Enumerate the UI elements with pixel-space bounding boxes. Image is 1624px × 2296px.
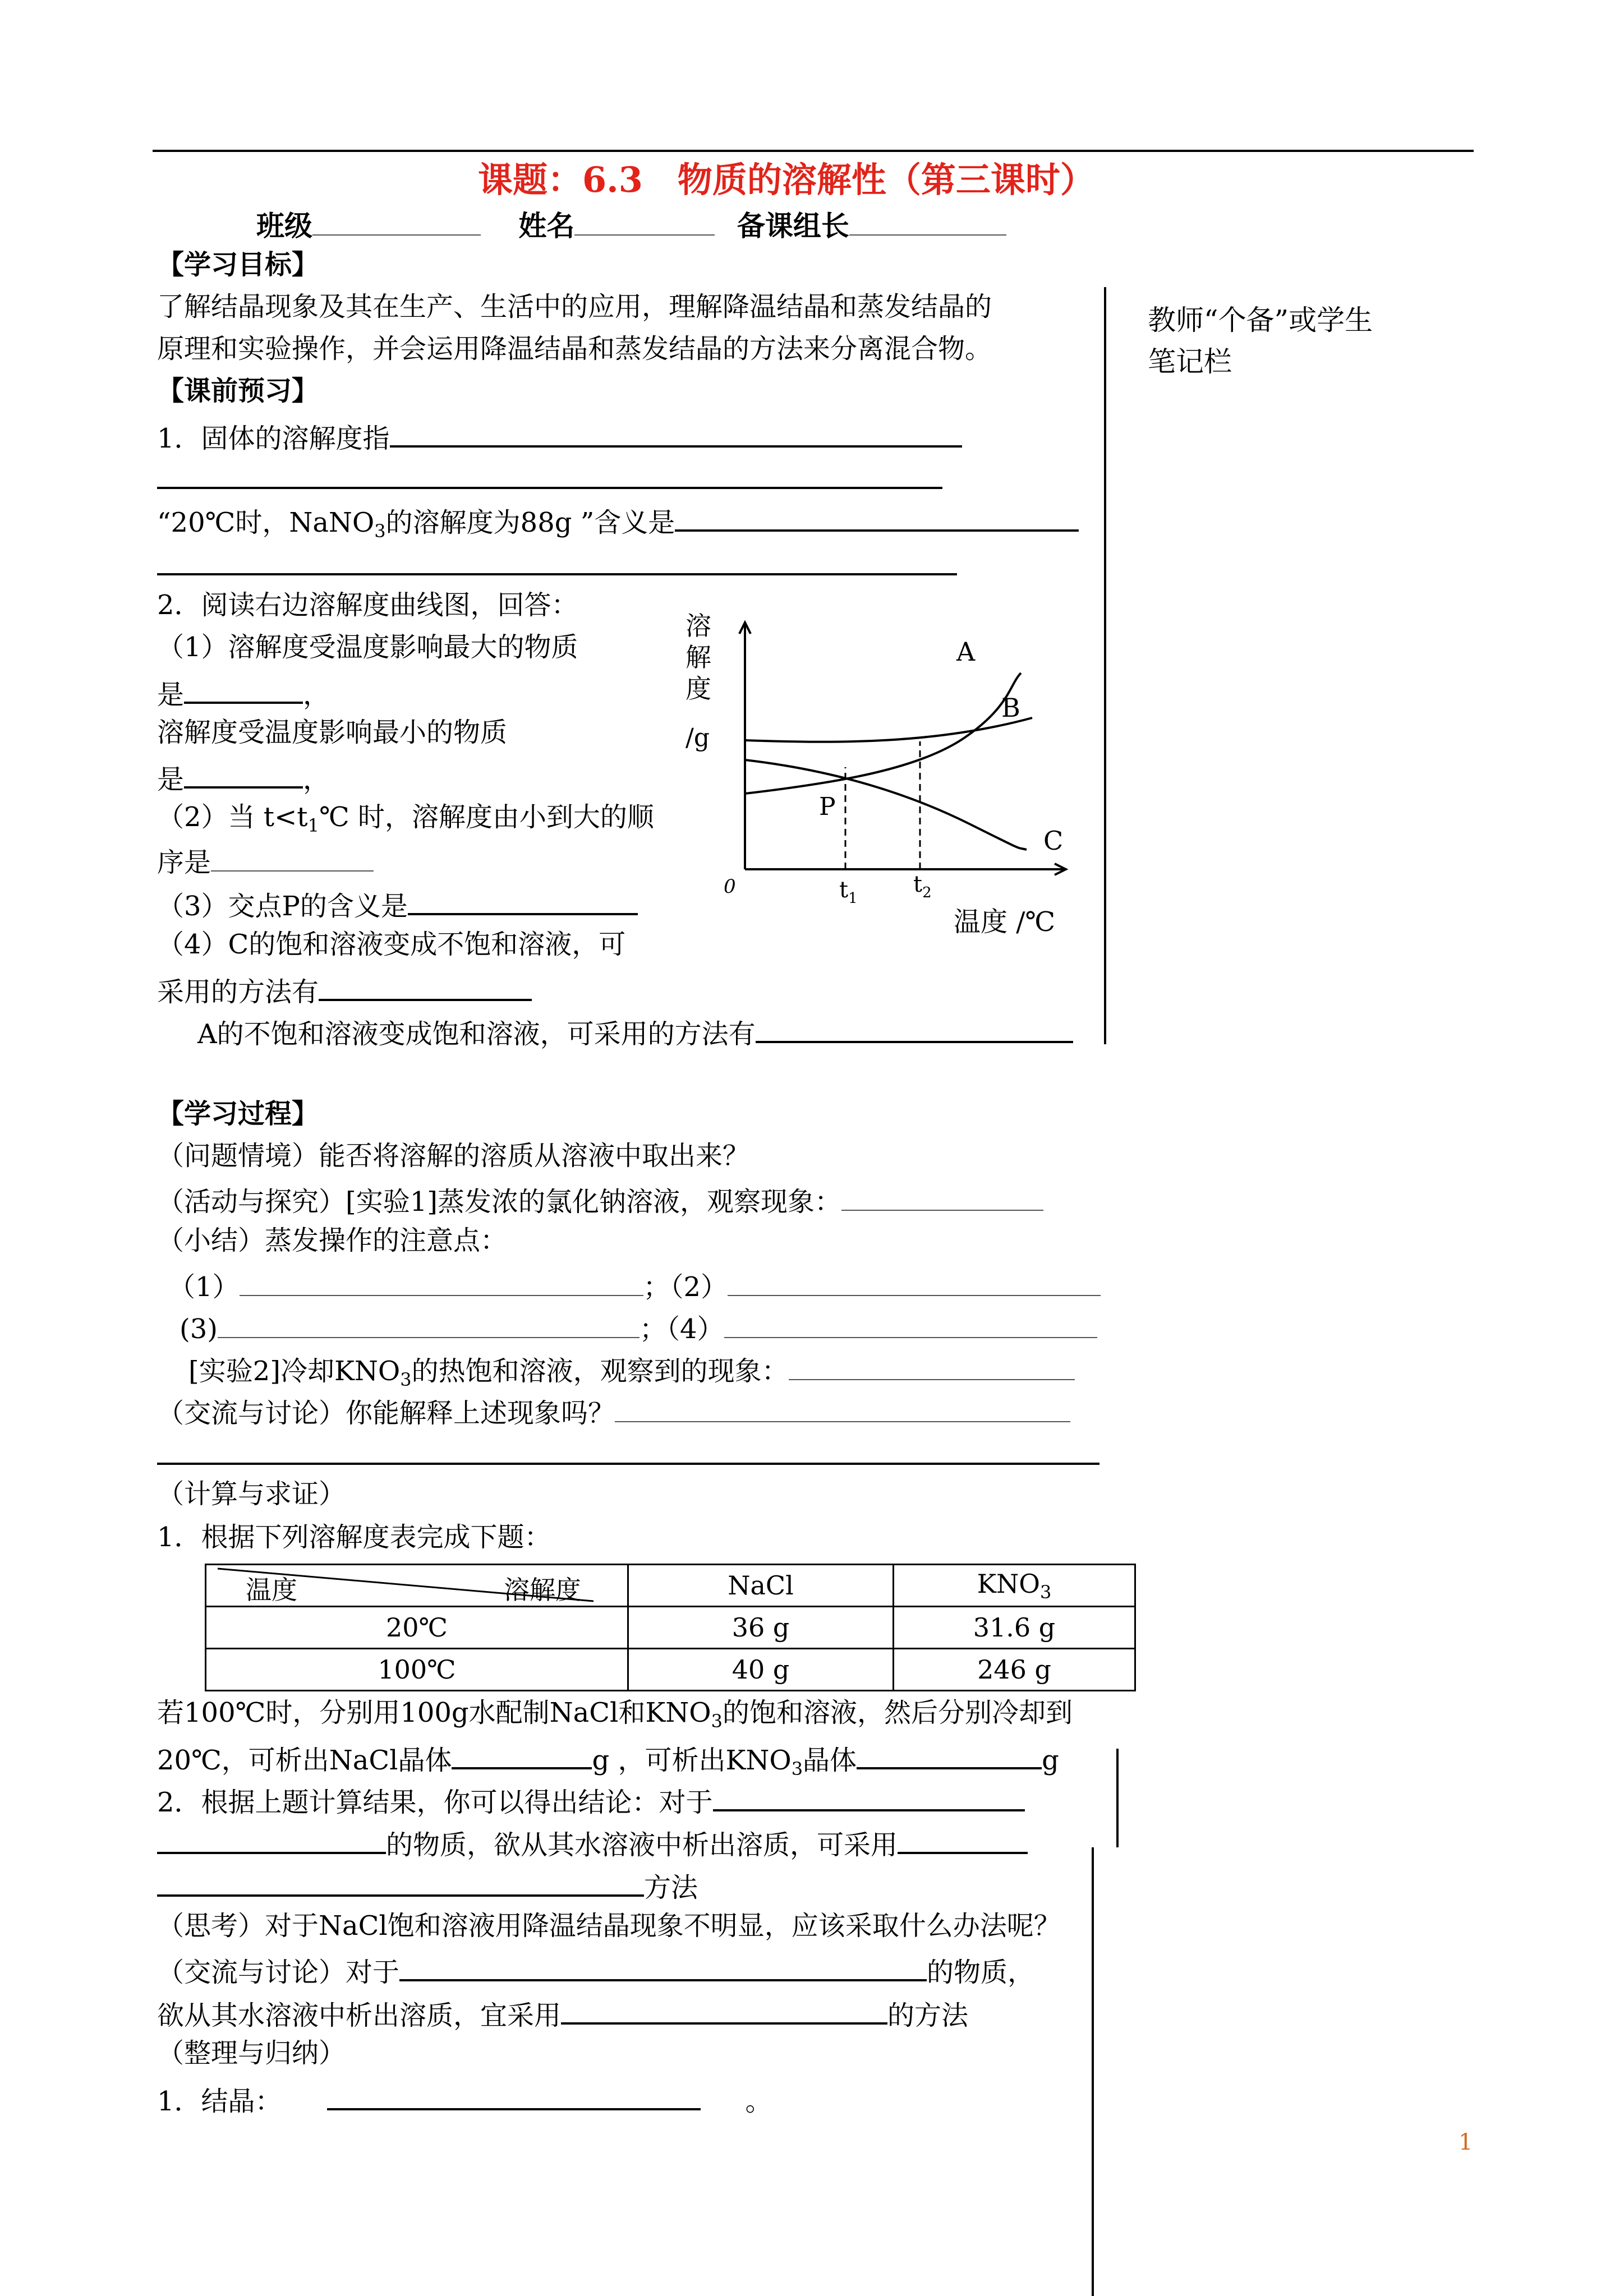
sidebar-divider bbox=[1104, 287, 1106, 1044]
preview-q2-2a: （2）当 $t<t_1℃$ 时，溶解度由小到大的顺 bbox=[157, 801, 654, 836]
solubility-table bbox=[205, 1564, 1136, 1691]
class-label: 班级 bbox=[256, 209, 312, 242]
cell-kno3: 246 g bbox=[894, 1649, 1135, 1691]
t1-label: $t_1$ bbox=[839, 877, 858, 907]
curve-c bbox=[745, 760, 1027, 850]
corner-solubility-label: 溶解度 bbox=[504, 1575, 581, 1605]
process-p9: 1．根据下列溶解度表完成下题： bbox=[157, 1522, 551, 1553]
process-p16: （交流与讨论）对于 的物质， bbox=[157, 1954, 1034, 1986]
sidebar-note-line-1: 教师“个备”或学生 bbox=[1148, 304, 1373, 336]
page-number: 1 bbox=[1459, 2129, 1473, 2155]
goals-heading: 【学习目标】 bbox=[157, 249, 319, 280]
process-p2: （活动与探究）[实验1]蒸发浓的氯化钠溶液，观察现象： bbox=[157, 1185, 1043, 1215]
goals-line-1: 了解结晶现象及其在生产、生活中的应用，理解降温结晶和蒸发结晶的 bbox=[157, 291, 992, 322]
preview-q2-1c: 溶解度受温度影响最小的物质 bbox=[157, 717, 508, 748]
y-axis-unit: /g bbox=[686, 723, 710, 752]
process-p1: （问题情境）能否将溶解的溶质从溶液中取出来？ bbox=[157, 1140, 750, 1172]
process-p11: 20℃，可析出NaCl晶体 g ，可析出$KNO_3$晶体 g bbox=[157, 1742, 1059, 1778]
column-header-nacl: NaCl bbox=[628, 1565, 894, 1607]
cell-temp: 100℃ bbox=[206, 1649, 628, 1691]
preview-q2-3: （3）交点P的含义是 bbox=[157, 888, 638, 920]
solubility-curve-graph bbox=[673, 611, 1099, 948]
header-rule bbox=[153, 150, 1474, 152]
process-p13: 的物质，欲从其水溶液中析出溶质，可采用 bbox=[157, 1827, 1028, 1859]
preview-q1: 1．固体的溶解度指 bbox=[157, 421, 962, 452]
sidebar-divider-lower bbox=[1116, 1749, 1119, 1847]
process-p17: 欲从其水溶液中析出溶质，宜采用 的方法 bbox=[157, 1998, 968, 2029]
leader-label: 备课组长 bbox=[737, 209, 849, 242]
process-p7: （交流与讨论）你能解释上述现象吗？ bbox=[157, 1396, 1070, 1427]
process-p5: (3) ；（4） bbox=[180, 1312, 1097, 1343]
process-p4: （1） ；（2） bbox=[168, 1270, 1101, 1301]
y-axis-label-2: 解 bbox=[686, 642, 711, 672]
cell-temp: 20℃ bbox=[206, 1607, 628, 1649]
process-p3: （小结）蒸发操作的注意点： bbox=[157, 1225, 508, 1256]
answer-line bbox=[157, 573, 957, 575]
process-p15: （思考）对于NaCl饱和溶液用降温结晶现象不明显，应该采取什么办法呢？ bbox=[157, 1910, 1061, 1942]
y-axis-label-3: 度 bbox=[686, 674, 711, 704]
curve-b bbox=[745, 718, 1032, 742]
process-p14: 方法 bbox=[157, 1870, 698, 1901]
corner-temp-label: 温度 bbox=[246, 1575, 297, 1605]
page-title: 课题：6.3 物质的溶解性（第三课时） bbox=[478, 159, 1095, 200]
preview-q2-4a: （4）C的饱和溶液变成不饱和溶液，可 bbox=[157, 929, 626, 960]
point-p-label: P bbox=[819, 792, 836, 821]
name-label: 姓名 bbox=[518, 209, 575, 242]
t2-label: $t_2$ bbox=[913, 872, 932, 901]
preview-q2: 2．阅读右边溶解度曲线图，回答： bbox=[157, 589, 578, 621]
curve-a-label: A bbox=[956, 637, 976, 667]
answer-line bbox=[157, 1463, 1099, 1465]
column-header-kno3: $KNO_3$ bbox=[894, 1565, 1135, 1607]
cell-nacl: 40 g bbox=[628, 1649, 894, 1691]
process-p19: 1．结晶： 。 bbox=[157, 2083, 772, 2115]
process-p12: 2．根据上题计算结果，你可以得出结论：对于 bbox=[157, 1785, 1025, 1816]
table-header-row bbox=[206, 1565, 1135, 1607]
cell-kno3: 31.6 g bbox=[894, 1607, 1135, 1649]
preview-q2-1a: （1）溶解度受温度影响最大的物质 bbox=[157, 631, 578, 663]
preview-q2-2b: 序是 bbox=[157, 846, 374, 876]
process-p10: 若100℃时，分别用100g水配制NaCl和$KNO_3$的饱和溶液，然后分别冷却到 bbox=[157, 1697, 1073, 1732]
process-heading: 【学习过程】 bbox=[157, 1098, 319, 1129]
class-field bbox=[256, 210, 1006, 240]
preview-q1b: “20℃时，NaNO$_3$的溶解度为88g ”含义是 bbox=[157, 505, 1079, 540]
sidebar-divider-bottom bbox=[1092, 1847, 1094, 2296]
goals-line-2: 原理和实验操作，并会运用降温结晶和蒸发结晶的方法来分离混合物。 bbox=[157, 333, 992, 365]
process-p18: （整理与归纳） bbox=[157, 2037, 346, 2069]
preview-q2-4c: A的不饱和溶液变成饱和溶液，可采用的方法有 bbox=[197, 1016, 1073, 1048]
process-p8: （计算与求证） bbox=[157, 1478, 346, 1510]
curve-c-label: C bbox=[1043, 826, 1064, 856]
origin-label: 0 bbox=[724, 875, 736, 898]
table-row bbox=[206, 1607, 1135, 1649]
sidebar-note-line-2: 笔记栏 bbox=[1148, 345, 1232, 378]
table-corner-cell bbox=[206, 1565, 628, 1607]
preview-q2-1d: 是 ， bbox=[157, 762, 330, 793]
answer-line bbox=[157, 487, 942, 489]
cell-nacl: 36 g bbox=[628, 1607, 894, 1649]
preview-heading: 【课前预习】 bbox=[157, 375, 319, 407]
preview-q2-1b: 是 ， bbox=[157, 677, 330, 708]
curve-b-label: B bbox=[1001, 693, 1020, 723]
table-row bbox=[206, 1649, 1135, 1691]
curve-a bbox=[745, 673, 1021, 794]
y-axis-label-1: 溶 bbox=[686, 611, 711, 641]
x-axis-label: 温度 /℃ bbox=[954, 906, 1056, 938]
preview-q2-4b: 采用的方法有 bbox=[157, 974, 532, 1006]
process-p6: [实验2]冷却$KNO_3$的热饱和溶液，观察到的现象： bbox=[188, 1354, 1075, 1389]
